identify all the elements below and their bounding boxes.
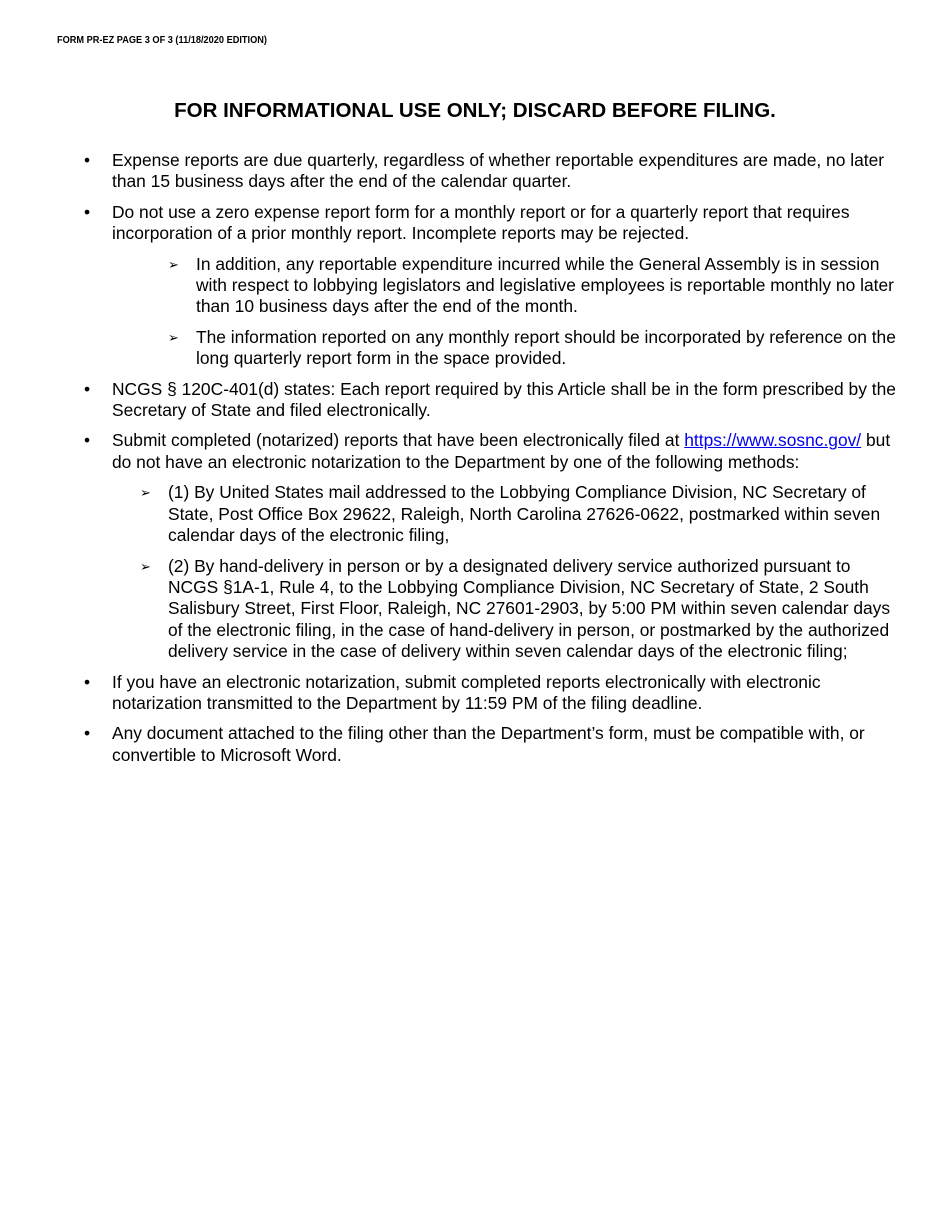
bullet-icon: • (84, 430, 91, 451)
sub-list-item (0, 556, 950, 663)
list-item-text: NCGS § 120C-401(d) states: Each report required by this Article shall be in the form prescribed by the Secretary of State and filed electronically. (112, 378, 896, 421)
sub-list-item (0, 254, 950, 318)
list-item-text: Expense reports are due quarterly, regardless of whether reportable expenditures are made, no later than 15 business days after the end of the calendar quarter. (112, 150, 885, 192)
list-item (0, 202, 950, 245)
arrow-bullet-icon: ➢ (168, 329, 179, 345)
bullet-icon: • (84, 671, 91, 692)
instructions-list (0, 150, 950, 775)
list-item-text: Do not use a zero expense report form for a monthly report or for a quarterly report that requires incorporation of a prior monthly report. Incomplete reports may be rejected. (112, 201, 850, 244)
sub-list-item-text: (2) By hand-delivery in person or by a designated delivery service authorized pursuant to NCGS §1A-1, Rule 4, to the Lobbying Compliance Division, NC Secretary of State, 2 South Salisbury Street, First Floor, Raleigh, NC 27601-2903, by 5:00 PM within seven calendar days of the electronic filing, in the case of hand-delivery in person, or postmarked by the authorized delivery service in the case of delivery within seven calendar days of the electronic filing; (168, 555, 891, 662)
list-item (0, 150, 950, 193)
arrow-bullet-icon: ➢ (168, 256, 179, 272)
sub-list (0, 482, 950, 662)
sub-list-item (0, 482, 950, 546)
sub-list (0, 254, 950, 370)
bullet-icon: • (84, 723, 91, 744)
list-item-text: Any document attached to the filing other than the Department’s form, must be compatible with, or convertible to Microsoft Word. (112, 723, 865, 765)
bullet-icon: • (84, 378, 91, 399)
arrow-bullet-icon: ➢ (140, 485, 151, 501)
bullet-icon: • (84, 150, 91, 170)
list-item (0, 723, 950, 766)
sub-list-item-text: In addition, any reportable expenditure incurred while the General Assembly is in session with respect to lobbying legislators and legislative employees is reportable monthly no later than 10 business days after the end of the month. (196, 253, 894, 317)
list-item (0, 379, 950, 422)
list-item-text (112, 430, 890, 471)
text-after-link: but do not have an electronic notarization to the Department by one of the following methods: (112, 430, 891, 472)
sub-list-item-text: (1) By United States mail addressed to the Lobbying Compliance Division, NC Secretary of State, Post Office Box 29622, Raleigh, North Carolina 27626-0622, postmarked within seven calendar days of the electronic filing, (168, 482, 881, 546)
list-item-text: If you have an electronic notarization, submit completed reports electronically with electronic notarization transmitted to the Department by 11:59 PM of the filing deadline. (112, 671, 821, 713)
form-header: FORM PR-EZ PAGE 3 OF 3 (11/18/2020 EDITION) (57, 35, 267, 46)
sub-list-item (0, 327, 950, 370)
sosnc-website-link[interactable]: https://www.sosnc.gov/ (684, 430, 862, 451)
list-item (0, 672, 950, 715)
arrow-bullet-icon: ➢ (140, 558, 151, 574)
bullet-icon: • (84, 201, 91, 222)
sub-list-item-text: The information reported on any monthly report should be incorporated by reference on the long quarterly report form in the space provided. (196, 326, 896, 369)
page-title: FOR INFORMATIONAL USE ONLY; DISCARD BEFORE FILING. (174, 99, 776, 122)
list-item (0, 430, 950, 473)
text-before-link: Submit completed (notarized) reports that have been electronically filed at (112, 430, 685, 451)
